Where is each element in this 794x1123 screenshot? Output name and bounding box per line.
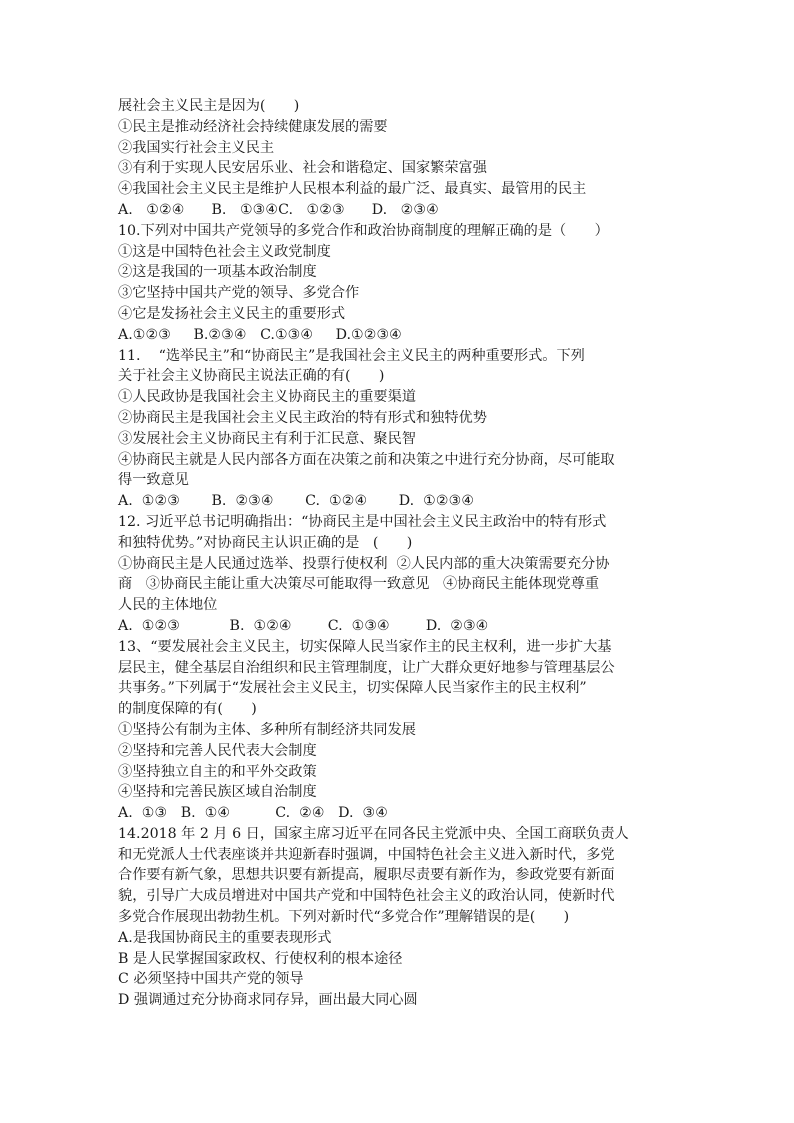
q12-items-line-1: ①协商民主是人民通过选举、投票行使权利 ②人民内部的重大决策需要充分协 — [118, 555, 610, 572]
q9-item-3: ③有利于实现人民安居乐业、社会和谐稳定、国家繁荣富强 — [118, 160, 487, 177]
q13-item-2: ②坚持和完善人民代表大会制度 — [118, 742, 317, 759]
q14-stem-line-4: 貌，引导广大成员增进对中国共产党和中国特色社会主义的政治认同，使新时代 — [118, 888, 615, 905]
q11-item-2: ②协商民主是我国社会主义民主政治的特有形式和独特优势 — [118, 409, 487, 426]
q12-options: A. ①②③ B. ①②④ C. ①③④ D. ②③④ — [118, 617, 489, 634]
q13-stem-line-1: 13、“要发展社会主义民主，切实保障人民当家作主的民主权利，进一步扩大基 — [118, 638, 612, 655]
q13-item-1: ①坚持公有制为主体、多种所有制经济共同发展 — [118, 721, 416, 738]
q14-stem-line-2: 和无党派人士代表座谈并共迎新春时强调，中国特色社会主义进入新时代，多党 — [118, 846, 615, 863]
q11-item-4-line-1: ④协商民主就是人民内部各方面在决策之前和决策之中进行充分协商，尽可能取 — [118, 451, 615, 468]
q10-item-2: ②这是我国的一项基本政治制度 — [118, 264, 317, 281]
q14-stem-line-1: 14.2018 年 2 月 6 日，国家主席习近平在同各民主党派中央、全国工商联负责人 — [118, 825, 629, 842]
q12-items-line-3: 人民的主体地位 — [118, 597, 218, 614]
q11-options: A. ①②③ B. ②③④ C. ①②④ D. ①②③④ — [118, 493, 475, 510]
q13-stem-line-3: 共事务。”下列属于“发展社会主义民主，切实保障人民当家作主的民主权利” — [118, 680, 587, 697]
q9-item-2: ②我国实行社会主义民主 — [118, 139, 275, 156]
q10-item-4: ④它是发扬社会主义民主的重要形式 — [118, 305, 346, 322]
q11-stem-line-1: 11. “选举民主”和“协商民主”是我国社会主义民主的两种重要形式。下列 — [118, 347, 585, 364]
q13-options: A. ①③ B. ①④ C. ②④ D. ③④ — [118, 805, 388, 822]
q11-item-1: ①人民政协是我国社会主义协商民主的重要渠道 — [118, 389, 416, 406]
q9-item-1: ①民主是推动经济社会持续健康发展的需要 — [118, 118, 388, 135]
q11-item-3: ③发展社会主义协商民主有利于汇民意、聚民智 — [118, 430, 416, 447]
q9-item-4: ④我国社会主义民主是维护人民根本利益的最广泛、最真实、最管用的民主 — [118, 181, 587, 198]
q10-item-3: ③它坚持中国共产党的领导、多党合作 — [118, 285, 360, 302]
q10-options: A.①②③ B.②③④ C.①③④ D.①②③④ — [118, 326, 402, 343]
q12-items-line-2: 商 ③协商民主能让重大决策尽可能取得一致意见 ④协商民主能体现党尊重 — [118, 576, 600, 593]
q13-item-3: ③坚持独立自主的和平外交政策 — [118, 763, 317, 780]
q11-item-4-line-2: 得一致意见 — [118, 472, 189, 489]
document-page — [118, 96, 678, 1011]
q12-stem-line-2: 和独特优势。”对协商民主认识正确的是 ( ) — [118, 534, 413, 551]
q14-option-c: C 必须坚持中国共产党的领导 — [118, 971, 304, 988]
q14-option-b: B 是人民掌握国家政权、行使权利的根本途径 — [118, 950, 403, 967]
q13-stem-line-4: 的制度保障的有( ) — [118, 701, 257, 718]
q13-stem-line-2: 层民主，健全基层自治组织和民主管理制度，让广大群众更好地参与管理基层公 — [118, 659, 615, 676]
q14-option-d: D 强调通过充分协商求同存异，画出最大同心圆 — [118, 992, 418, 1009]
q11-stem-line-2: 关于社会主义协商民主说法正确的有( ) — [118, 368, 385, 385]
q14-stem-line-5: 多党合作展现出勃勃生机。下列对新时代“多党合作”理解错误的是( ) — [118, 909, 570, 926]
q14-option-a: A.是我国协商民主的重要表现形式 — [118, 929, 332, 946]
q10-stem: 10.下列对中国共产党领导的多党合作和政治协商制度的理解正确的是（ ） — [118, 222, 609, 239]
q14-stem-line-3: 合作要有新气象，思想共识要有新提高，履职尽责要有新作为，参政党要有新面 — [118, 867, 615, 884]
q10-item-1: ①这是中国特色社会主义政党制度 — [118, 243, 331, 260]
q13-item-4: ④坚持和完善民族区域自治制度 — [118, 784, 317, 801]
q12-stem-line-1: 12. 习近平总书记明确指出：“协商民主是中国社会主义民主政治中的特有形式 — [118, 513, 607, 530]
q9-stem-tail: 展社会主义民主是因为( ) — [118, 98, 300, 114]
q9-options: A. ①②④ B. ①③④C. ①②③ D. ②③④ — [118, 201, 439, 218]
